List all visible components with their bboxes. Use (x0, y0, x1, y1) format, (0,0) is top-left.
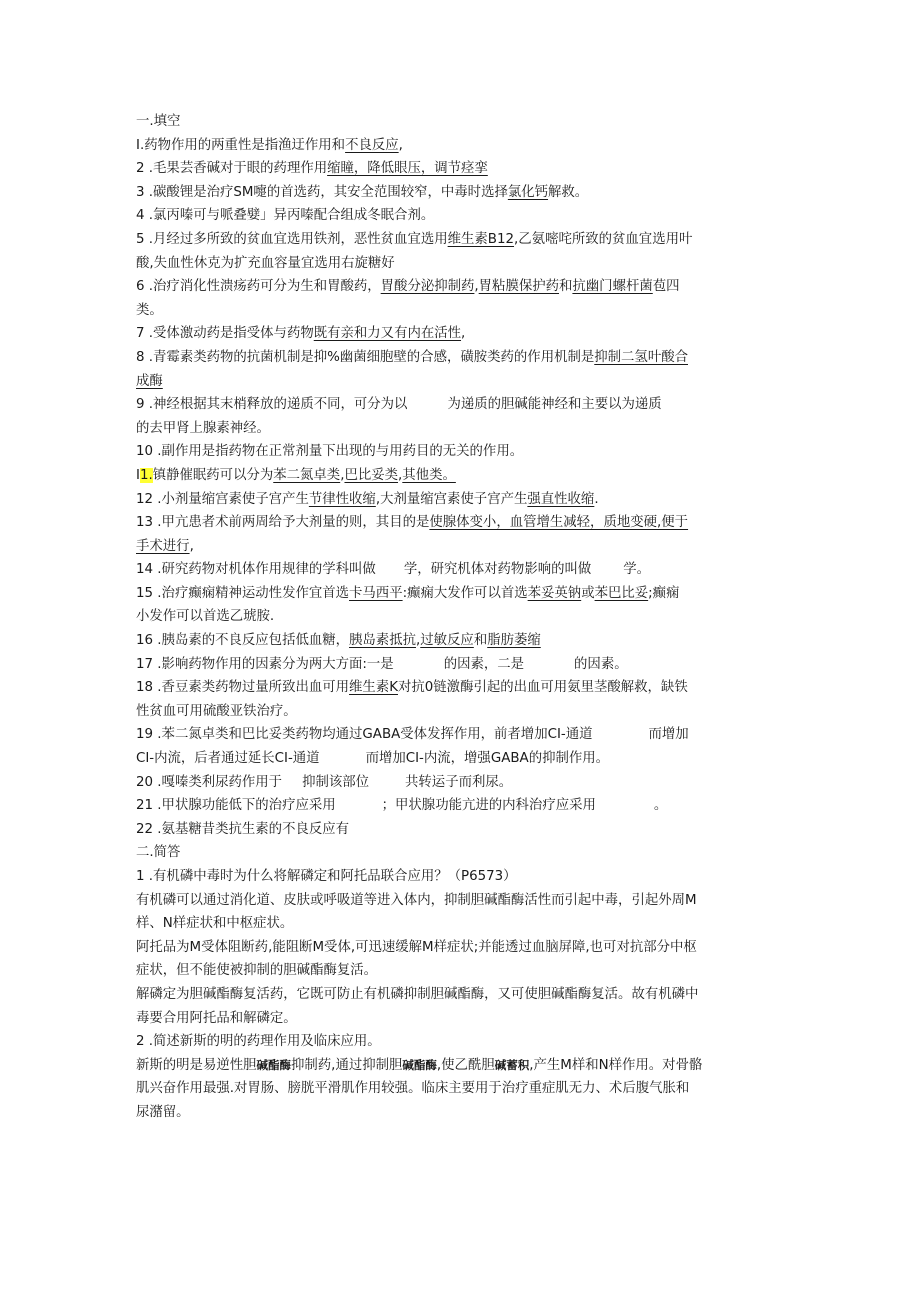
answer: 抗幽门螺杆菌 (572, 279, 653, 295)
answer-line: 解磷定为胆碱酯酶复活药，它既可防止有机磷抑制胆碱酯酶，又可使胆碱酯酶复活。故有机磷中 (136, 986, 699, 1002)
question-18: 18 .香豆素类药物过量所致出血可用维生素K对抗0链激酶引起的出血可用氨里茎酸解救，缺铁 (136, 680, 688, 696)
question-22: 22 .氨基糖昔类抗生素的不良反应有 (136, 821, 350, 837)
question-5-cont: 酸,失血性休克为扩充血容量宜选用右旋糖好 (136, 255, 395, 271)
answer-line: 毒要合用阿托品和解磷定。 (136, 1010, 297, 1026)
question-21: 21 .甲状腺功能低下的治疗应采用 ；甲状腺功能亢进的内科治疗应采用 。 (136, 798, 668, 814)
answer: 卡马西平 (349, 585, 403, 601)
question-19-cont: CI-内流，后者通过延长CI-通道 而增加CI-内流，增强GABA的抑制作用。 (136, 751, 610, 767)
question-15-cont: 小发作可以首选乙琥胺. (136, 609, 275, 625)
question-1: I.药物作用的两重性是指渔迂作用和不良反应, (136, 137, 403, 153)
question-16: 16 .胰岛素的不良反应包括低血糖，胰岛素抵抗,过敏反应和脂肪萎缩 (136, 633, 541, 649)
answer: 苯二氮卓类 (273, 467, 341, 483)
document-body (136, 110, 786, 1125)
question-20: 20 .嘎嗪类利尿药作用于 抑制该部位 共转运子而利尿。 (136, 774, 513, 790)
question-11: I1.镇静催眠药可以分为苯二氮卓类,巴比妥类,其他类。 (136, 467, 456, 483)
answer: 不良反应 (345, 137, 399, 153)
question-10: 10 .副作用是指药物在正常剂量下出现的与用药目的无关的作用。 (136, 444, 524, 460)
answer: 强直性收缩 (527, 491, 595, 507)
answer: 巴比妥类 (344, 467, 399, 483)
question-8-cont (136, 370, 786, 394)
answer: 苯巴比妥 (594, 585, 649, 601)
answer-line: 样、N样症状和中枢症状。 (136, 916, 294, 932)
question-15: 15 .治疗癫痫精神运动性发作宜首选卡马西平:癫痫大发作可以首选苯妥英钠或苯巴比妥;癫痫 (136, 585, 680, 601)
section-heading-fill: 一.填空 (136, 114, 181, 129)
question-9: 9 .神经根据其末梢释放的递质不同，可分为以 为递质的胆碱能神经和主要以为递质 (136, 397, 662, 413)
answer-line: 肌兴奋作用最强.对胃肠、膀胱平滑肌作用较强。临床主要用于治疗重症肌无力、术后腹气胀和 (136, 1081, 690, 1097)
question-18-cont: 性贫血可用硫酸亚铁治疗。 (136, 703, 297, 719)
answer: 成酶 (136, 373, 163, 389)
question-13-cont: 手术进行, (136, 538, 194, 554)
question-6: 6 .治疗消化性溃疡药可分为生和胃酸药，胃酸分泌抑制药,胃粘膜保护药和抗幽门螺杆菌苞四 (136, 279, 680, 295)
answer: 使腺体变小，血管增生减轻，质地变硬,便于 (429, 515, 689, 531)
question-3: 3 .碳酸锂是治疗SM嚏的首选药，其安全范围较窄，中毒时选择氯化钙解救。 (136, 184, 589, 200)
answer: 抑制二氢叶酸合 (594, 349, 688, 365)
question-2: 2 .毛果芸香碱对于眼的药理作用缩瞳，降低眼压，调节痉挛 (136, 161, 488, 177)
question-6-cont: 类。 (136, 302, 163, 318)
question-13: 13 .甲亢患者术前两周给予大剂量的则，其目的是使腺体变小，血管增生减轻，质地变硬,便于 (136, 515, 689, 531)
answer-line: 尿潴留。 (136, 1104, 190, 1120)
answer-line: 新斯的明是易逆性胆碱酯酶抑制药,通过抑制胆碱酯酶,使乙酰胆碱蓄积,产生M样和N样作用。对骨骼 (136, 1057, 703, 1073)
answer: 其他类。 (402, 467, 456, 483)
question-14: 14 .研究药物对机体作用规律的学科叫做 学，研究机体对药物影响的叫做 学。 (136, 562, 651, 578)
answer: 缩瞳，降低眼压，调节痉挛 (327, 161, 488, 177)
answer: 苯妥英钠 (527, 585, 582, 601)
answer: 脂肪萎缩 (487, 633, 541, 649)
answer-line: 有机磷可以通过消化道、皮肤或呼吸道等进入体内，抑制胆碱酯酶活性而引起中毒，引起外周M (136, 892, 697, 908)
question-4: 4 .氯丙嗪可与哌叠嬖」异丙嗪配合组成冬眠合剂。 (136, 208, 435, 224)
answer-line: 症状，但不能使被抑制的胆碱酯酶复活。 (136, 963, 378, 979)
answer: 维生素B12 (447, 231, 515, 247)
answer: 过敏反应 (420, 633, 474, 649)
answer: 氯化钙 (507, 184, 549, 200)
question-12: 12 .小剂量缩宫素使子宫产生节律性收缩,大剂量缩宫素使子宫产生强直性收缩. (136, 491, 599, 507)
question-9-cont: 的去甲肾上腺素神经。 (136, 420, 270, 436)
question-5: 5 .月经过多所致的贫血宜选用铁剂，恶性贫血宜选用维生素B12,乙氨嘧咤所致的贫血宜选用叶 (136, 231, 693, 247)
answer: 胃粘膜保护药 (478, 279, 560, 295)
answer: 胃酸分泌抑制药 (380, 279, 475, 295)
question-19: 19 .苯二氮卓类和巴比妥类药物均通过GABA受体发挥作用，前者增加CI-通道 而增加 (136, 727, 689, 743)
question-17: 17 .影响药物作用的因素分为两大方面:一是 的因素，二是 的因素。 (136, 656, 628, 672)
section-heading-short-answer: 二.简答 (136, 845, 181, 861)
question-8: 8 .青霉素类药物的抗菌机制是抑%幽菌细胞壁的合感，磺胺类药的作用机制是抑制二氢叶酸合 (136, 349, 688, 365)
answer: 手术进行 (136, 538, 190, 554)
short-question-2: 2 .简述新斯的明的药理作用及临床应用。 (136, 1034, 381, 1050)
highlight-mark: 1. (139, 467, 153, 483)
answer-line: 阿托品为M受体阻断药,能阻断M受体,可迅速缓解M样症状;并能透过血脑屏障,也可对抗部分中枢 (136, 939, 697, 955)
answer: 胰岛素抵抗 (349, 633, 416, 649)
question-7: 7 .受体激动药是指受体与药物既有亲和力又有内在活性, (136, 326, 466, 342)
answer: 节律性收缩 (308, 491, 376, 507)
answer: 既有亲和力又有内在活性 (313, 326, 462, 342)
answer: 维生素K (349, 680, 398, 696)
short-question-1: 1 .有机磷中毒时为什么将解磷定和阿托品联合应用？（P6573） (136, 869, 517, 884)
